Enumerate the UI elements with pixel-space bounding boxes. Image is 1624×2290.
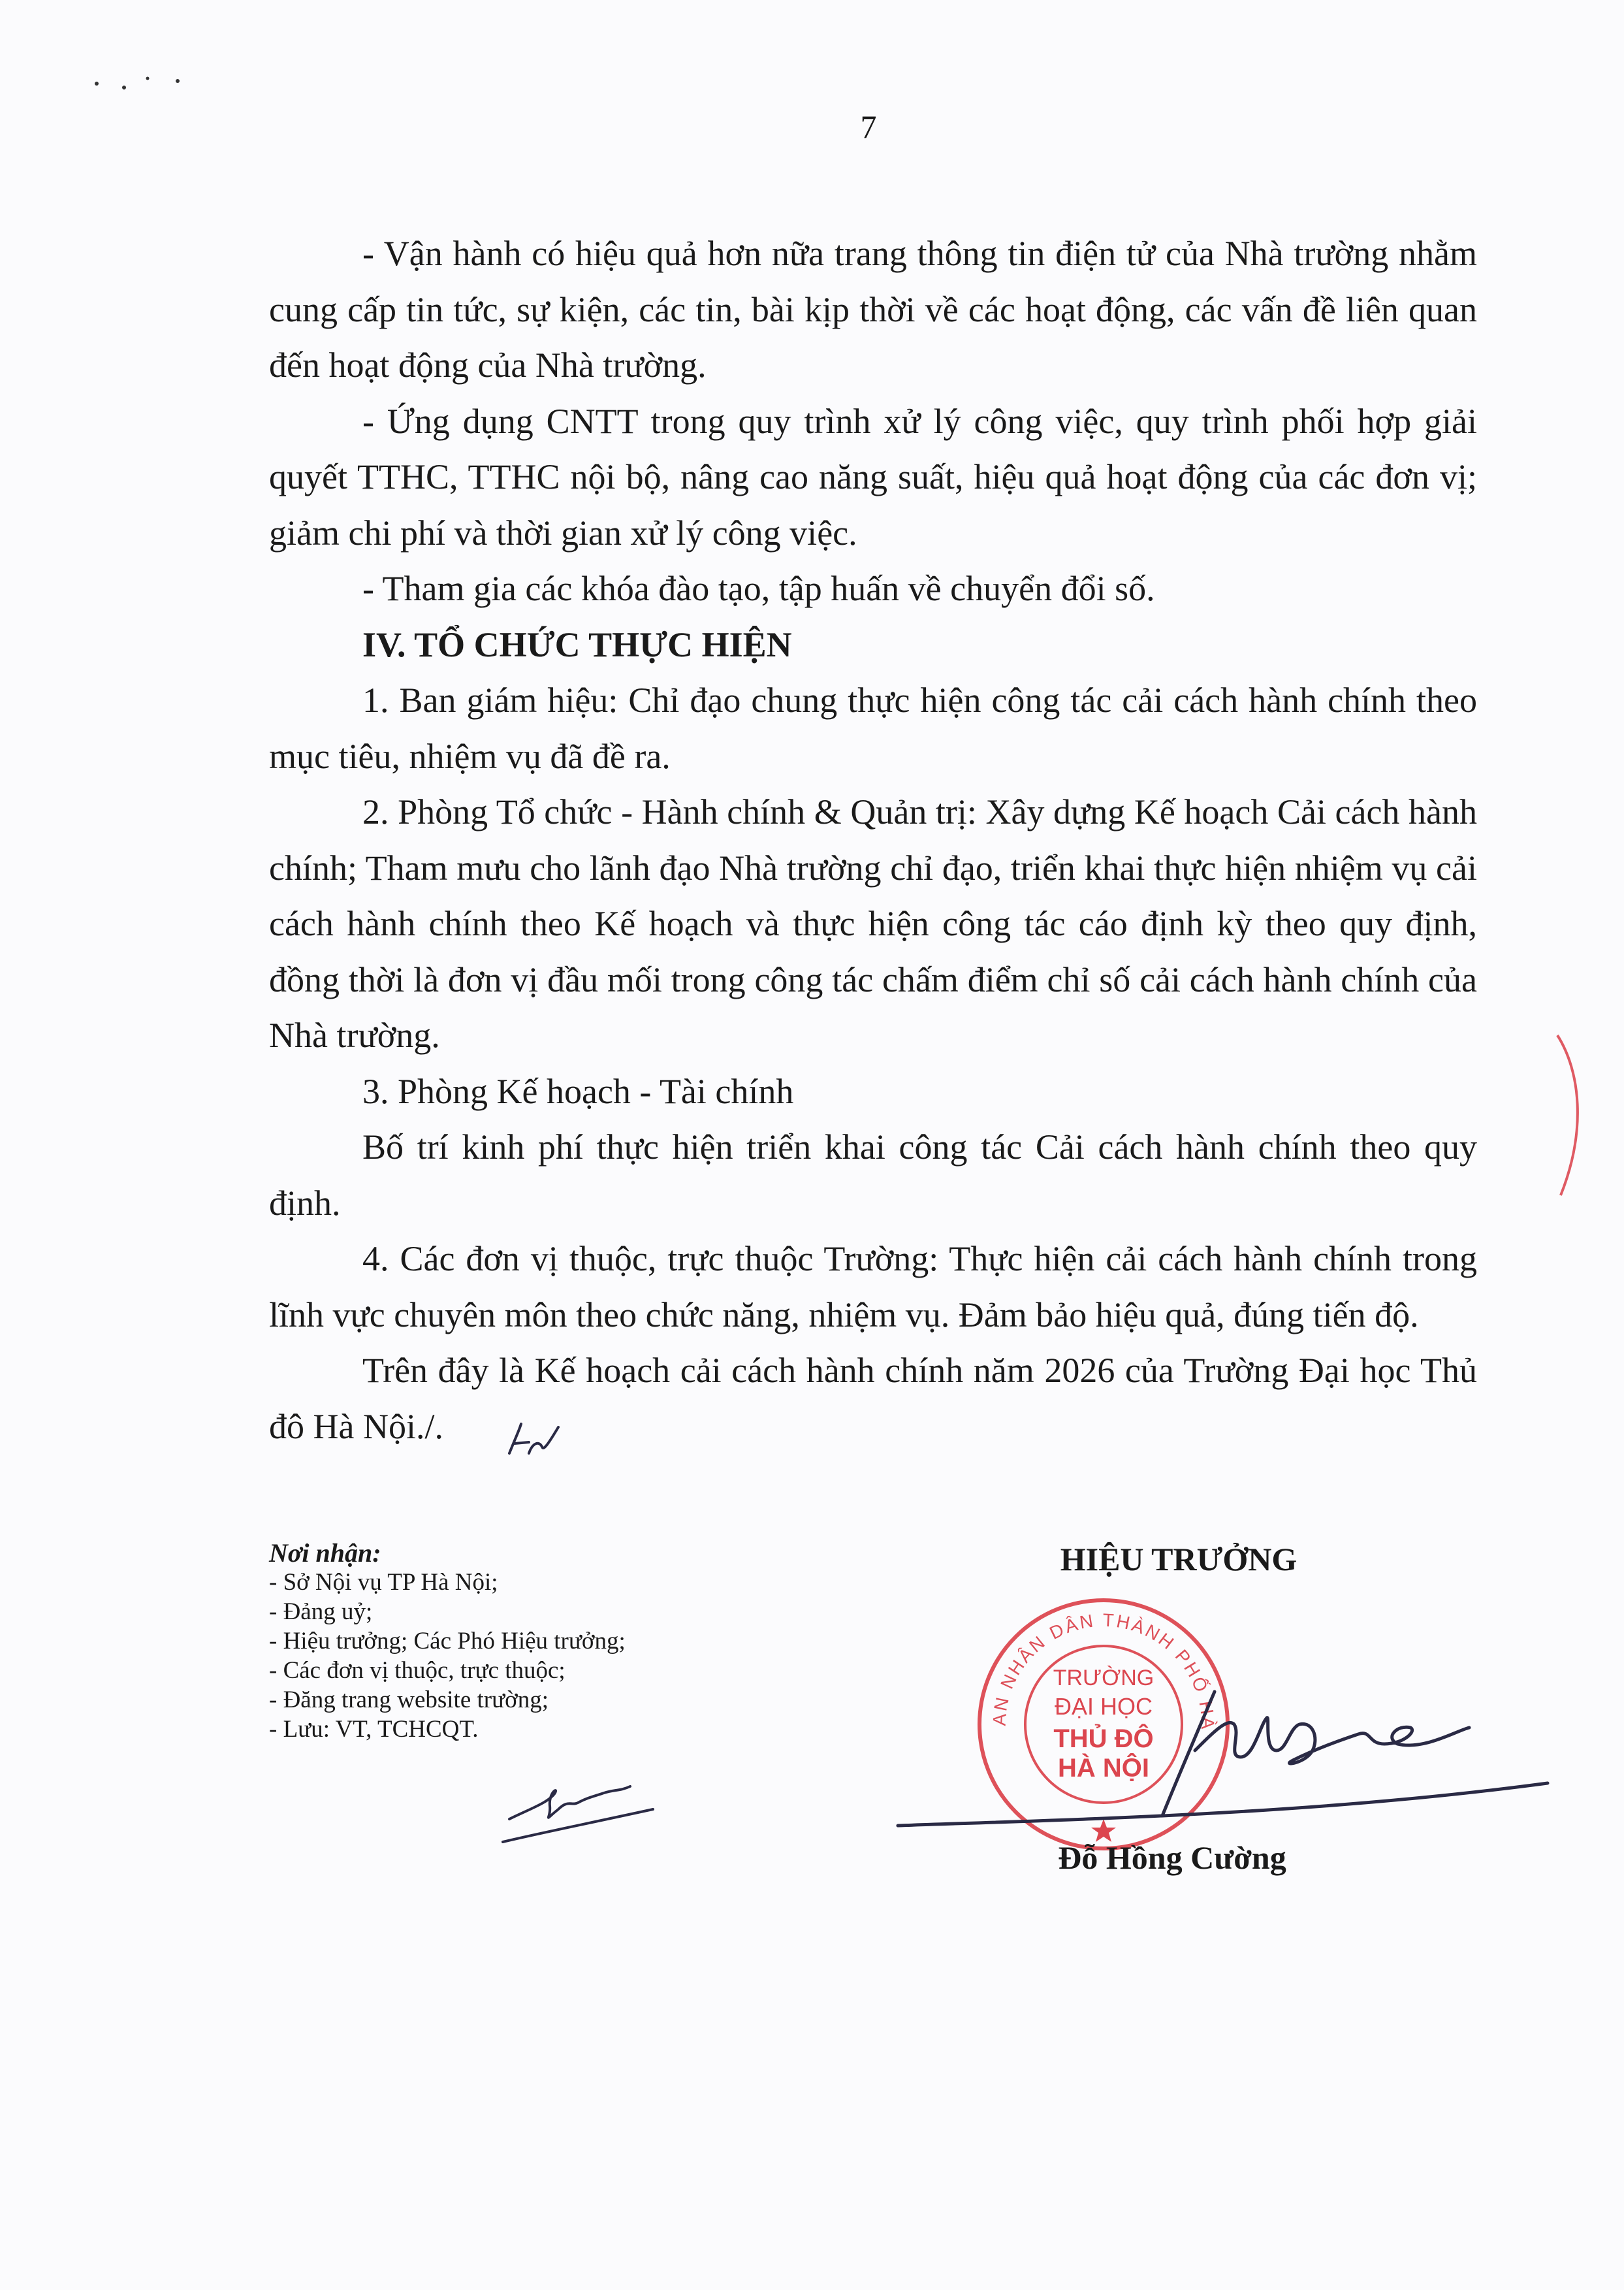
paragraph: - Vận hành có hiệu quả hơn nữa trang thông tin điện tử của Nhà trường nhằm cung cấp tin tức, sự kiện, các tin, bài kịp thời về các hoạt động, các vấn đề liên quan đến hoạt động của Nhà trường. xyxy=(269,234,1477,385)
list-item: 4. Các đơn vị thuộc, trực thuộc Trường: Thực hiện cải cách hành chính trong lĩnh vực chuyên môn theo chức năng, nhiệm vụ. Đảm bảo hiệu quả, đúng tiến độ. xyxy=(269,1239,1477,1334)
paragraph: - Tham gia các khóa đào tạo, tập huấn về chuyển đổi số. xyxy=(362,569,1155,608)
margin-stamp-edge xyxy=(1554,1032,1593,1202)
recipient-item: - Các đơn vị thuộc, trực thuộc; xyxy=(269,1657,565,1684)
recipient-item: - Sở Nội vụ TP Hà Nội; xyxy=(269,1569,498,1596)
page-number: 7 xyxy=(860,108,877,145)
list-item: Bố trí kinh phí thực hiện triển khai công tác Cải cách hành chính theo quy định. xyxy=(269,1127,1477,1223)
recipient-item: - Đăng trang website trường; xyxy=(269,1686,549,1713)
recipient-item: - Hiệu trưởng; Các Phó Hiệu trưởng; xyxy=(269,1628,626,1654)
list-item: 3. Phòng Kế hoạch - Tài chính xyxy=(362,1071,794,1111)
paragraph: - Ứng dụng CNTT trong quy trình xử lý công việc, quy trình phối hợp giải quyết TTHC, TTHC nội bộ, nâng cao năng suất, hiệu quả hoạt động của các đơn vị; giảm chi phí và thời gian xử lý công việc. xyxy=(269,401,1477,553)
small-signature xyxy=(496,1757,673,1855)
seal-line: THỦ ĐÔ xyxy=(1053,1724,1154,1753)
list-item: 1. Ban giám hiệu: Chỉ đạo chung thực hiện công tác cải cách hành chính theo mục tiêu, nhiệm vụ đã đề ra. xyxy=(269,681,1477,776)
principal-signature xyxy=(888,1653,1561,1848)
seal-line: ĐẠI HỌC xyxy=(1054,1693,1153,1720)
initial-mark xyxy=(503,1417,562,1463)
recipients-block xyxy=(269,1538,857,1744)
seal-outer-text: AN NHÂN DÂN THÀNH PHỐ HÀ xyxy=(989,1609,1218,1732)
list-item: 2. Phòng Tổ chức - Hành chính & Quản trị: Xây dựng Kế hoạch Cải cách hành chính; Tham mưu cho lãnh đạo Nhà trường chỉ đạo, triển khai thực hiện nhiệm vụ cải cách hành chính theo Kế hoạch và thực hiện công tác cáo định kỳ theo quy định, đồng thời là đơn vị đầu mối trong công tác chấm điểm chỉ số cải cách hành chính của Nhà trường. xyxy=(269,792,1477,1055)
recipient-item: - Đảng uỷ; xyxy=(269,1598,373,1625)
signer-name: Đỗ Hồng Cường xyxy=(1058,1839,1286,1876)
recipient-item: - Lưu: VT, TCHCQT. xyxy=(269,1716,479,1743)
closing-paragraph: Trên đây là Kế hoạch cải cách hành chính năm 2026 của Trường Đại học Thủ đô Hà Nội./. xyxy=(269,1351,1477,1446)
scan-specks xyxy=(85,59,202,98)
seal-line: TRƯỜNG xyxy=(1053,1666,1154,1690)
recipients-list xyxy=(269,1568,857,1744)
signer-title: HIỆU TRƯỞNG xyxy=(1060,1541,1298,1577)
recipients-title: Nơi nhận: xyxy=(269,1538,381,1568)
document-body xyxy=(269,226,1477,1455)
section-heading: IV. TỔ CHỨC THỰC HIỆN xyxy=(362,624,792,664)
seal-line: HÀ NỘI xyxy=(1058,1754,1149,1782)
